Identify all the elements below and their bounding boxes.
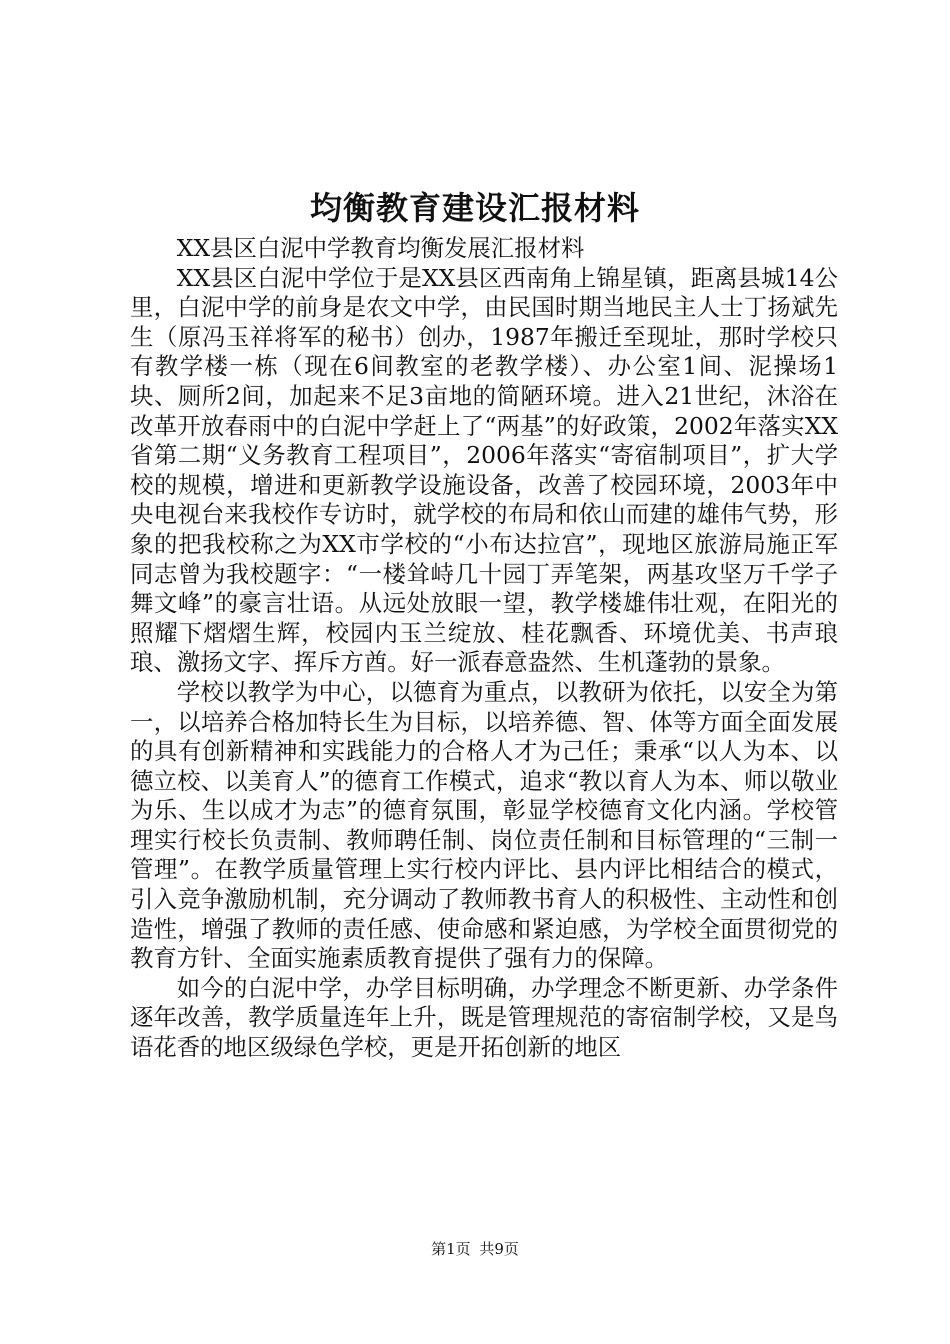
- page-footer: [0, 1238, 950, 1260]
- body-paragraph: XX县区白泥中学位于是XX县区西南角上锦星镇，距离县城14公里，白泥中学的前身是农文中学，由民国时期当地民主人士丁扬斌先生（原冯玉祥将军的秘书）创办，1987年搬迁至现址，那时学校只有教学楼一栋（现在6间教室的老教学楼）、办公室1间、泥操场1块、厕所2间，加起来不足3亩地的简陋环境。进入21世纪，沐浴在改革开放春雨中的白泥中学赶上了“两基”的好政策，2002年落实XX省第二期“义务教育工程项目”，2006年落实“寄宿制项目”，扩大学校的规模，增进和更新教学设施设备，改善了校园环境，2003年中央电视台来我校作专访时，就学校的布局和依山而建的雄伟气势，形象的把我校称之为XX市学校的“小布达拉宫”，现地区旅游局施正军同志曾为我校题字：“一楼耸峙几十园丁弄笔架，两基攻坚万千学子舞文峰”的豪言壮语。从远处放眼一望，教学楼雄伟壮观，在阳光的照耀下熠熠生辉，校园内玉兰绽放、桂花飘香、环境优美、书声琅琅、激扬文字、挥斥方酋。好一派春意盎然、生机蓬勃的景象。: [130, 263, 838, 677]
- body-paragraph: 如今的白泥中学，办学目标明确，办学理念不断更新、办学条件逐年改善，教学质量连年上升，既是管理规范的寄宿制学校，又是鸟语花香的地区级绿色学校，更是开拓创新的地区: [130, 973, 838, 1062]
- document-body: [130, 234, 838, 1063]
- page-number: 第1页: [431, 1240, 471, 1258]
- subtitle-paragraph: XX县区白泥中学教育均衡发展汇报材料: [176, 234, 585, 262]
- page-total: 共9页: [479, 1240, 519, 1258]
- body-paragraph: 学校以教学为中心，以德育为重点，以教研为依托，以安全为第一，以培养合格加特长生为目标，以培养德、智、体等方面全面发展的具有创新精神和实践能力的合格人才为己任；秉承“以人为本、以德立校、以美育人”的德育工作模式，追求“教以育人为本、师以敬业为乐、生以成才为志”的德育氛围，彰显学校德育文化内涵。学校管理实行校长负责制、教师聘任制、岗位责任制和目标管理的“三制一管理”。在教学质量管理上实行校内评比、县内评比相结合的模式，引入竞争激励机制，充分调动了教师教书育人的积极性、主动性和创造性，增强了教师的责任感、使命感和紧迫感，为学校全面贯彻党的教育方针、全面实施素质教育提供了强有力的保障。: [130, 677, 838, 973]
- document-title: 均衡教育建设汇报材料: [309, 189, 640, 227]
